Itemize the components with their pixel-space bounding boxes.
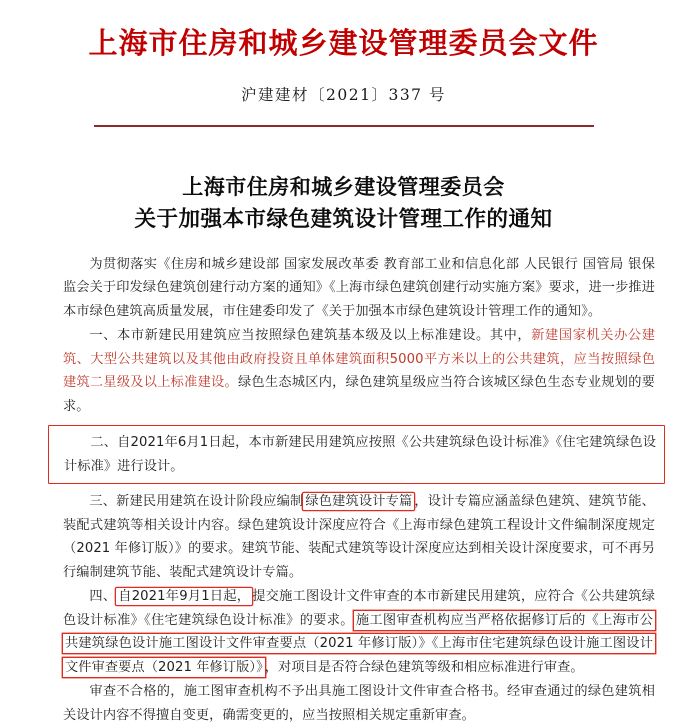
item-3-tail: ，设计专篇应涵盖绿色建筑、建筑节能、装配式建筑等相关设计内容。绿色建筑设计深度应符合《上海市绿色建筑工程设计文件编制深度规定（2021 年修订版）》的要求。建筑节能、装配式建筑等设计深度应达到相关设计深度要求，可不再另行编制建筑节能、装配式建筑设计专篇。 — [63, 494, 655, 580]
red-divider-rule — [94, 125, 594, 127]
item-3-lead: 三、新建民用建筑在设计阶段应编制 — [89, 494, 304, 510]
item-1-tail: 绿色生态城区内，绿色建筑星级应当符合该城区绿色生态专业规划的要求。 — [63, 375, 655, 414]
highlight-box-review-points: 施工图审查机构应当严格依据修订后的《上海市公共建筑绿色设计施工图设计文件审查要点（2021 年修订版）》《上海市住宅建筑绿色设计施工图设计文件审查要点（2021 年修订版）》 — [65, 612, 653, 675]
highlight-box-item-2 — [48, 425, 665, 484]
paragraph-item-1 — [63, 324, 655, 418]
item-4-prefix: 四、 — [89, 589, 117, 605]
document-body — [0, 253, 687, 727]
document-title — [0, 171, 687, 237]
document-title-line-2: 关于加强本市绿色建筑设计管理工作的通知 — [134, 207, 553, 233]
paragraph-item-4 — [63, 585, 655, 679]
masthead-title: 上海市住房和城乡建设管理委员会文件 — [88, 26, 599, 60]
paragraph-item-3 — [63, 490, 655, 584]
paragraph-closing: 审查不合格的，施工图审查机构不予出具施工图设计文件审查合格书。经审查通过的绿色建筑相关设计内容不得擅自变更，确需变更的，应当按照相关规定重新审查。 — [63, 684, 655, 723]
document-title-line-1: 上海市住房和城乡建设管理委员会 — [182, 174, 505, 199]
item-4-tail: ，对项目是否符合绿色建筑等级和相应标准进行审查。 — [264, 659, 584, 675]
highlight-box-green-design-chapter: 绿色建筑设计专篇 — [305, 494, 413, 510]
masthead — [0, 0, 687, 127]
item-1-lead: 一、本市新建民用建筑应当按照绿色建筑基本级及以上标准建设。其中， — [89, 328, 532, 344]
item-4-mid: 提交施工图设计文件审查的本市新建民用建筑，应符合《公共建筑绿色设计标准》《住宅建筑绿色设计标准》的要求。 — [63, 589, 656, 628]
paragraph-preamble: 为贯彻落实《住房和城乡建设部 国家发展改革委 教育部工业和信息化部 人民银行 国管局 银保监会关于印发绿色建筑创建行动方案的通知》《上海市绿色建筑创建行动实施方案》要求，进一步推进本市绿色建筑高质量发展，市住建委印发了《关于加强本市绿色建筑设计管理工作的通知》。 — [63, 256, 655, 319]
paragraph-item-2: 二、自2021年6月1日起，本市新建民用建筑应按照《公共建筑绿色设计标准》《住宅建筑绿色设计标准》进行设计。 — [64, 435, 656, 474]
highlight-box-effective-date: 自2021年9月1日起， — [118, 589, 251, 605]
document-number: 沪建建材〔2021〕337 号 — [241, 85, 446, 104]
item-1-red-emphasis: 新建国家机关办公建筑、大型公共建筑以及其他由政府投资且单体建筑面积5000平方米以上的公共建筑，应当按照绿色建筑二星级及以上标准建设。 — [63, 328, 655, 391]
